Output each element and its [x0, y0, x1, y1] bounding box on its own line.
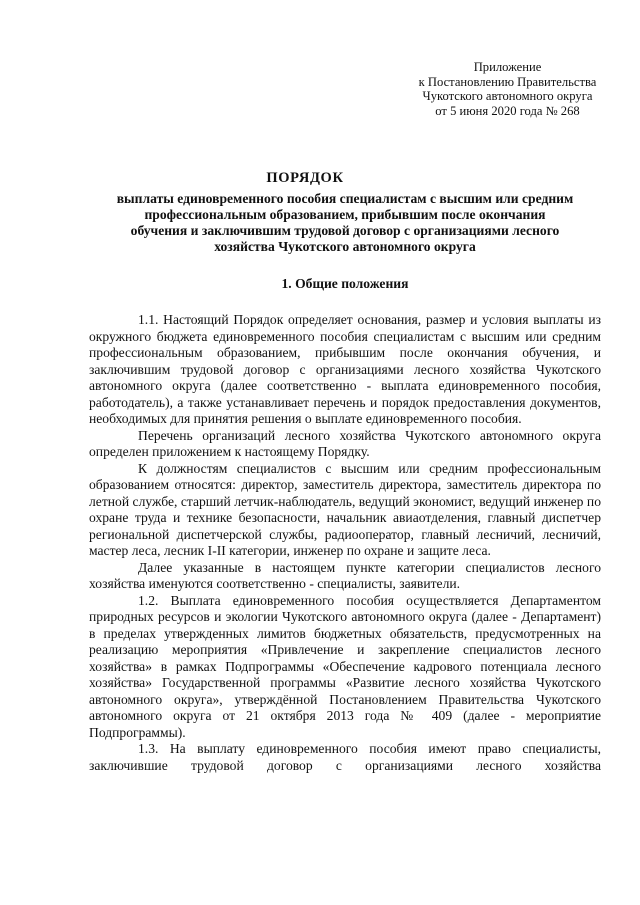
paragraph-1-1: 1.1. Настоящий Порядок определяет основания, размер и условия выплаты из окружного бюджета единовременного пособия специалистам с высшим или средним профессиональным образованием, прибывшим после окончания обучения, и заключившим трудовой договор с организациями лесного хозяйства Чукотского автономного округа (далее соответственно - выплата единовременного пособия, работодатель), а также устанавливает перечень и порядок предоставления документов, необходимых для принятия решения о выплате единовременного пособия.: [89, 312, 601, 426]
paragraph-definitions: Далее указанные в настоящем пункте категории специалистов лесного хозяйства именуются соответственно - специалисты, заявители.: [89, 559, 601, 591]
subtitle-line-1: выплаты единовременного пособия специалистам с высшим или средним: [116, 191, 574, 206]
paragraph-1-3: 1.3. На выплату единовременного пособия имеют право специалисты, заключившие трудовой договор с организациями лесного хозяйства: [89, 741, 601, 773]
appendix-line-2: к Постановлению Правительства: [418, 74, 597, 89]
paragraph-positions: К должностям специалистов с высшим или средним профессиональным образованием относятся: директор, заместитель директора, заместитель директора по летной службе, старший летчик-наблюдатель, ведущий экономист, ведущий инженер по охране труда и технике безопасности, начальник авиаотделения, главный диспетчер региональной диспетчерской службы, радиооператор, главный лесничий, лесничий, мастер леса, лесник I-II категории, инженер по охране и защите леса.: [89, 460, 601, 558]
document-subtitle: [85, 191, 605, 255]
subtitle-line-2: профессиональным образованием, прибывшим после окончания: [144, 207, 546, 222]
appendix-line-3: Чукотского автономного округа: [422, 89, 593, 103]
appendix-line-1: Приложение: [473, 60, 542, 74]
section-heading: 1. Общие положения: [281, 276, 409, 291]
document-title: ПОРЯДОК: [266, 170, 344, 186]
appendix-block: [405, 60, 610, 118]
document-body: [89, 312, 601, 774]
paragraph-list-reference: Перечень организаций лесного хозяйства Чукотского автономного округа определен приложением к настоящему Порядку.: [89, 427, 601, 459]
appendix-line-4: от 5 июня 2020 года № 268: [435, 103, 580, 118]
subtitle-line-4: хозяйства Чукотского автономного округа: [214, 239, 476, 254]
paragraph-1-2: 1.2. Выплата единовременного пособия осуществляется Департаментом природных ресурсов и экологии Чукотского автономного округа (далее - Департамент) в пределах утвержденных лимитов бюджетных обязательств, предусмотренных на реализацию мероприятия «Привлечение и закрепление специалистов лесного хозяйства» в рамках Подпрограммы «Обеспечение кадрового потенциала лесного хозяйства» Государственной программы «Развитие лесного хозяйства Чукотского автономного округа», утверждённой Постановлением Правительства Чукотского автономного округа от 21 октября 2013 года № 409 (далее - мероприятие Подпрограммы).: [89, 592, 601, 740]
subtitle-line-3: обучения и заключившим трудовой договор с организациями лесного: [130, 223, 560, 238]
